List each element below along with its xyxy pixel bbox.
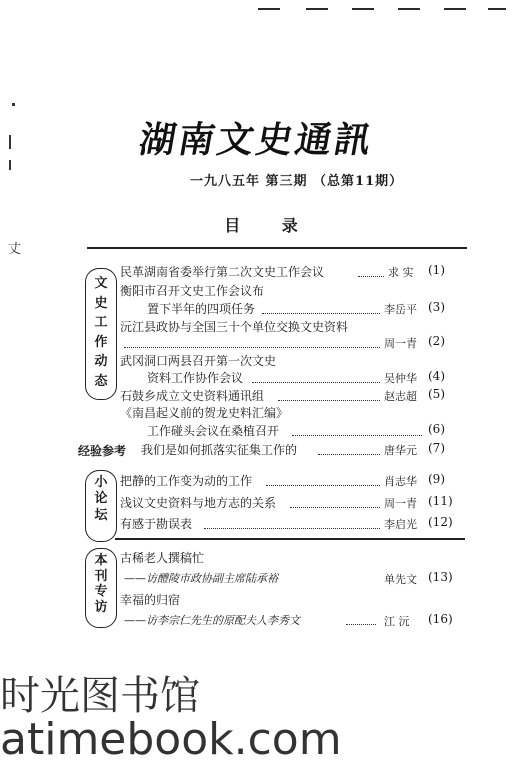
- margin-character: 丈: [8, 242, 22, 257]
- section-label-interview: 本 刊 专 访: [85, 548, 117, 628]
- scan-mark: [12, 103, 15, 106]
- watermark-line-1: 时光图书馆: [0, 673, 200, 719]
- toc-entry-title: 衡阳市召开文史工作会议布: [120, 284, 265, 298]
- toc-leader-dots: [262, 313, 380, 314]
- toc-entry-page: (2): [428, 334, 445, 348]
- toc-entry-title: 沅江县政协与全国三十个单位交换文史资料: [120, 320, 349, 334]
- toc-leader-dots: [290, 507, 380, 508]
- toc-title: 目 录: [224, 216, 316, 235]
- scan-mark: [9, 160, 11, 170]
- toc-entry-page: (16): [428, 612, 453, 626]
- toc-leader-dots: [292, 435, 422, 436]
- toc-entry-author: 赵志超: [384, 390, 417, 403]
- toc-entry-author: 江 沅: [384, 615, 410, 628]
- toc-entry-author: 吴仲华: [384, 372, 417, 385]
- toc-leader-dots: [124, 347, 380, 348]
- section-label-forum: 小 论 坛: [85, 470, 117, 542]
- toc-leader-dots: [318, 454, 380, 455]
- top-dash: [488, 8, 506, 10]
- toc-entry-author: 求 实: [388, 266, 414, 279]
- toc-entry-page: (3): [428, 300, 445, 314]
- toc-entry-title: 古稀老人撰稿忙: [120, 551, 205, 565]
- toc-entry-author: 唐华元: [384, 444, 417, 457]
- toc-entry-title: 工作碰头会议在桑植召开: [147, 424, 280, 438]
- toc-entry-title: 民革湖南省委举行第二次文史工作会议: [120, 265, 325, 279]
- toc-entry-author: 肖志华: [384, 475, 417, 488]
- toc-entry-page: (4): [428, 369, 445, 383]
- toc-leader-dots: [358, 276, 384, 277]
- toc-leader-dots: [346, 624, 376, 625]
- top-dash: [258, 8, 280, 10]
- masthead-title: 湖南文史通訊: [135, 120, 378, 161]
- toc-entry-title: 我们是如何抓落实征集工作的: [141, 443, 298, 457]
- toc-entry-page: (13): [428, 570, 453, 584]
- toc-leader-dots: [266, 485, 380, 486]
- top-dash: [444, 8, 466, 10]
- toc-entry-page: (7): [428, 441, 445, 455]
- toc-entry-author: 李岳平: [384, 303, 417, 316]
- toc-entry-title: 置下半年的四项任务: [147, 302, 256, 316]
- top-dash: [306, 8, 328, 10]
- forum-rule: [115, 538, 465, 540]
- toc-entry-author: 单先文: [384, 573, 417, 586]
- section-label-work-dynamics: 文 史 工 作 动 态: [85, 268, 117, 400]
- toc-entry-page: (9): [428, 472, 445, 486]
- toc-entry-author: 周一青: [384, 337, 417, 350]
- toc-entry-title: 有感于勘误表: [120, 517, 193, 531]
- toc-leader-dots: [204, 528, 380, 529]
- toc-entry-title: 石鼓乡成立文史资料通讯组: [120, 389, 265, 403]
- toc-entry-author: 周一青: [384, 497, 417, 510]
- scan-mark: [9, 135, 11, 149]
- toc-leader-dots: [252, 382, 380, 383]
- toc-top-rule: [87, 247, 467, 249]
- toc-entry-title: 资料工作协作会议: [147, 371, 244, 385]
- toc-entry-page: (12): [428, 515, 453, 529]
- toc-entry-title: 浅议文史资料与地方志的关系: [120, 496, 277, 510]
- toc-entry-title: 武冈洞口两县召开第一次文史: [120, 354, 277, 368]
- section-label-experience: 经验参考: [78, 444, 127, 458]
- toc-entry-title: 幸福的归宿: [120, 593, 181, 607]
- toc-entry-page: (1): [428, 263, 445, 277]
- issue-line: 一九八五年 第三期 （总第11期）: [190, 174, 404, 189]
- toc-entry-title: 把静的工作变为动的工作: [120, 474, 253, 488]
- toc-leader-dots: [278, 400, 380, 401]
- toc-entry-page: (5): [428, 387, 445, 401]
- watermark-line-2: atimebook.com: [0, 714, 342, 765]
- top-dash: [352, 8, 374, 10]
- top-dash: [398, 8, 420, 10]
- toc-entry-page: (11): [428, 494, 453, 508]
- toc-entry-page: (6): [428, 422, 445, 436]
- toc-entry-subtitle: ——访醴陵市政协副主席陆承裕: [124, 572, 278, 585]
- toc-entry-title: 《南昌起义前的贺龙史料汇编》: [120, 406, 289, 420]
- toc-entry-subtitle: ——访李宗仁先生的原配夫人李秀文: [124, 614, 300, 627]
- toc-entry-author: 李启光: [384, 518, 417, 531]
